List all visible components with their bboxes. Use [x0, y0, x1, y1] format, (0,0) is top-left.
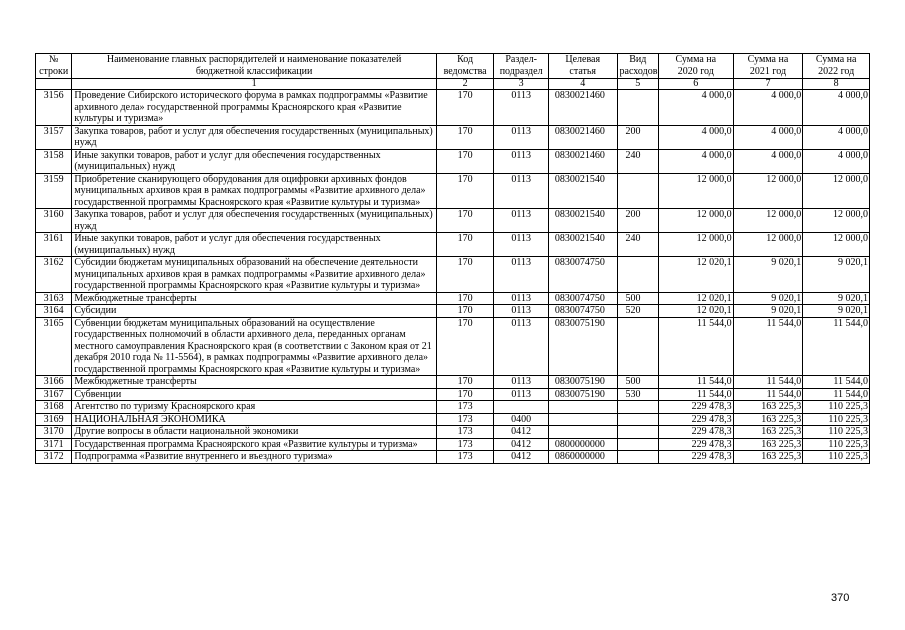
header-code: Код ведомства [436, 54, 494, 79]
header-type: Вид расходов [617, 54, 658, 79]
column-number: 7 [733, 79, 803, 90]
cell-row-number: 3167 [36, 388, 72, 401]
header-target: Целевая статья [548, 54, 617, 79]
cell-sum-2021: 163 225,3 [733, 438, 803, 451]
cell-sum-2020: 4 000,0 [658, 90, 733, 126]
table-row [36, 257, 870, 293]
cell-sum-2020: 12 000,0 [658, 233, 733, 257]
cell-department-code: 173 [436, 413, 494, 426]
cell-sum-2021: 12 000,0 [733, 209, 803, 233]
table-row [36, 376, 870, 389]
column-number: 8 [803, 79, 870, 90]
header-sum-2020: Сумма на 2020 год [658, 54, 733, 79]
cell-sum-2022: 9 020,1 [803, 292, 870, 305]
cell-target-article [548, 426, 617, 439]
cell-sum-2021: 163 225,3 [733, 426, 803, 439]
cell-name: Агентство по туризму Красноярского края [72, 401, 436, 414]
header-sum-2022: Сумма на 2022 год [803, 54, 870, 79]
cell-row-number: 3165 [36, 317, 72, 376]
table-row [36, 401, 870, 414]
cell-name: Иные закупки товаров, работ и услуг для обеспечения государственных (муниципальных) нужд [72, 233, 436, 257]
cell-target-article: 0830021540 [548, 233, 617, 257]
cell-sum-2021: 9 020,1 [733, 257, 803, 293]
cell-target-article: 0830074750 [548, 257, 617, 293]
cell-target-article [548, 401, 617, 414]
cell-sum-2021: 11 544,0 [733, 388, 803, 401]
cell-subsection: 0113 [494, 209, 549, 233]
cell-sum-2021: 4 000,0 [733, 125, 803, 149]
cell-department-code: 173 [436, 426, 494, 439]
cell-expense-type: 200 [617, 209, 658, 233]
cell-name: Подпрограмма «Развитие внутреннего и въездного туризма» [72, 451, 436, 464]
table-row [36, 388, 870, 401]
cell-sum-2022: 11 544,0 [803, 388, 870, 401]
cell-sum-2021: 11 544,0 [733, 376, 803, 389]
cell-department-code: 170 [436, 233, 494, 257]
column-number-row [36, 79, 870, 90]
column-number: 5 [617, 79, 658, 90]
cell-department-code: 170 [436, 149, 494, 173]
cell-subsection [494, 401, 549, 414]
column-number: 1 [72, 79, 436, 90]
header-sum-2021: Сумма на 2021 год [733, 54, 803, 79]
cell-expense-type [617, 317, 658, 376]
cell-sum-2021: 9 020,1 [733, 292, 803, 305]
cell-subsection: 0113 [494, 317, 549, 376]
cell-row-number: 3164 [36, 305, 72, 318]
cell-department-code: 173 [436, 451, 494, 464]
header-row [36, 54, 870, 79]
cell-expense-type: 500 [617, 376, 658, 389]
cell-target-article: 0800000000 [548, 438, 617, 451]
cell-department-code: 170 [436, 257, 494, 293]
cell-sum-2020: 229 478,3 [658, 438, 733, 451]
cell-expense-type: 500 [617, 292, 658, 305]
cell-expense-type [617, 173, 658, 209]
cell-name: Субсидии [72, 305, 436, 318]
cell-subsection: 0400 [494, 413, 549, 426]
cell-target-article: 0830021540 [548, 209, 617, 233]
cell-subsection: 0113 [494, 292, 549, 305]
cell-sum-2020: 229 478,3 [658, 426, 733, 439]
cell-subsection: 0412 [494, 426, 549, 439]
cell-expense-type [617, 413, 658, 426]
cell-sum-2022: 11 544,0 [803, 376, 870, 389]
cell-sum-2020: 11 544,0 [658, 376, 733, 389]
cell-expense-type: 240 [617, 233, 658, 257]
cell-expense-type [617, 451, 658, 464]
cell-name: Иные закупки товаров, работ и услуг для обеспечения государственных (муниципальных) нужд [72, 149, 436, 173]
column-number: 4 [548, 79, 617, 90]
table-row [36, 149, 870, 173]
cell-sum-2020: 4 000,0 [658, 149, 733, 173]
cell-row-number: 3170 [36, 426, 72, 439]
cell-subsection: 0113 [494, 233, 549, 257]
cell-department-code: 170 [436, 125, 494, 149]
cell-department-code: 170 [436, 292, 494, 305]
cell-sum-2021: 163 225,3 [733, 413, 803, 426]
cell-name: Межбюджетные трансферты [72, 376, 436, 389]
cell-name: Закупка товаров, работ и услуг для обеспечения государственных (муниципальных) нужд [72, 209, 436, 233]
cell-sum-2022: 11 544,0 [803, 317, 870, 376]
cell-expense-type [617, 438, 658, 451]
cell-sum-2021: 163 225,3 [733, 451, 803, 464]
cell-name: Проведение Сибирского исторического форума в рамках подпрограммы «Развитие архивного дела» государственной программы Красноярского края «Развитие культуры и туризма» [72, 90, 436, 126]
header-subsection: Раздел- подраздел [494, 54, 549, 79]
cell-target-article [548, 413, 617, 426]
column-number: 6 [658, 79, 733, 90]
cell-sum-2021: 4 000,0 [733, 90, 803, 126]
cell-sum-2020: 229 478,3 [658, 413, 733, 426]
cell-expense-type [617, 401, 658, 414]
cell-target-article: 0860000000 [548, 451, 617, 464]
table-row [36, 90, 870, 126]
cell-department-code: 170 [436, 376, 494, 389]
cell-row-number: 3172 [36, 451, 72, 464]
cell-row-number: 3160 [36, 209, 72, 233]
cell-expense-type: 530 [617, 388, 658, 401]
cell-row-number: 3162 [36, 257, 72, 293]
table-row [36, 305, 870, 318]
cell-sum-2022: 110 225,3 [803, 451, 870, 464]
cell-sum-2022: 9 020,1 [803, 257, 870, 293]
cell-sum-2021: 163 225,3 [733, 401, 803, 414]
column-number: 3 [494, 79, 549, 90]
cell-expense-type [617, 426, 658, 439]
cell-name: Приобретение сканирующего оборудования для оцифровки архивных фондов муниципальных архивов края в рамках подпрограммы «Развитие архивного дела» государственной программы Красноярского края «Развитие культуры и туризма» [72, 173, 436, 209]
cell-department-code: 170 [436, 317, 494, 376]
cell-target-article: 0830074750 [548, 305, 617, 318]
cell-subsection: 0113 [494, 90, 549, 126]
cell-name: Субвенции бюджетам муниципальных образований на осуществление государственных полномочий в области архивного дела, переданных органам местного самоуправления Красноярского края (в соответствии с Законом края от 21 декабря 2010 года № 11-5564), в рамках подпрограммы «Развитие архивного дела» государственной программы Красноярского края «Развитие культуры и туризма» [72, 317, 436, 376]
cell-target-article: 0830021460 [548, 149, 617, 173]
cell-subsection: 0113 [494, 388, 549, 401]
header-name: Наименование главных распорядителей и наименование показателей бюджетной классификации [72, 54, 436, 79]
cell-name: Государственная программа Красноярского края «Развитие культуры и туризма» [72, 438, 436, 451]
cell-sum-2022: 110 225,3 [803, 438, 870, 451]
cell-subsection: 0113 [494, 305, 549, 318]
cell-sum-2021: 4 000,0 [733, 149, 803, 173]
table-row [36, 209, 870, 233]
cell-department-code: 170 [436, 305, 494, 318]
cell-name: НАЦИОНАЛЬНАЯ ЭКОНОМИКА [72, 413, 436, 426]
table-body [36, 90, 870, 464]
cell-expense-type: 240 [617, 149, 658, 173]
cell-target-article: 0830021460 [548, 125, 617, 149]
cell-name: Другие вопросы в области национальной экономики [72, 426, 436, 439]
cell-expense-type [617, 257, 658, 293]
cell-row-number: 3159 [36, 173, 72, 209]
cell-subsection: 0113 [494, 125, 549, 149]
cell-row-number: 3157 [36, 125, 72, 149]
cell-sum-2020: 4 000,0 [658, 125, 733, 149]
table-row [36, 173, 870, 209]
cell-sum-2021: 12 000,0 [733, 233, 803, 257]
cell-sum-2021: 11 544,0 [733, 317, 803, 376]
cell-sum-2020: 229 478,3 [658, 401, 733, 414]
column-number [36, 79, 72, 90]
cell-name: Субвенции [72, 388, 436, 401]
cell-row-number: 3158 [36, 149, 72, 173]
cell-sum-2022: 4 000,0 [803, 149, 870, 173]
cell-sum-2020: 12 000,0 [658, 209, 733, 233]
cell-row-number: 3161 [36, 233, 72, 257]
cell-subsection: 0113 [494, 376, 549, 389]
cell-sum-2022: 110 225,3 [803, 426, 870, 439]
cell-sum-2020: 229 478,3 [658, 451, 733, 464]
table-row [36, 451, 870, 464]
cell-name: Субсидии бюджетам муниципальных образований на обеспечение деятельности муниципальных архивов края в рамках подпрограммы «Развитие архивного дела» государственной программы Красноярского края «Развитие культуры и туризма» [72, 257, 436, 293]
cell-target-article: 0830075190 [548, 388, 617, 401]
table-row [36, 413, 870, 426]
cell-target-article: 0830074750 [548, 292, 617, 305]
cell-department-code: 170 [436, 388, 494, 401]
cell-sum-2020: 11 544,0 [658, 317, 733, 376]
table-row [36, 233, 870, 257]
cell-sum-2020: 12 020,1 [658, 257, 733, 293]
cell-subsection: 0113 [494, 149, 549, 173]
cell-target-article: 0830021540 [548, 173, 617, 209]
budget-table [35, 53, 870, 464]
cell-sum-2021: 9 020,1 [733, 305, 803, 318]
cell-sum-2022: 12 000,0 [803, 173, 870, 209]
table-row [36, 292, 870, 305]
cell-sum-2020: 12 000,0 [658, 173, 733, 209]
cell-department-code: 170 [436, 90, 494, 126]
cell-sum-2021: 12 000,0 [733, 173, 803, 209]
cell-target-article: 0830021460 [548, 90, 617, 126]
header-num: № строки [36, 54, 72, 79]
cell-department-code: 170 [436, 209, 494, 233]
cell-expense-type: 200 [617, 125, 658, 149]
cell-target-article: 0830075190 [548, 376, 617, 389]
cell-sum-2020: 11 544,0 [658, 388, 733, 401]
cell-department-code: 170 [436, 173, 494, 209]
cell-sum-2022: 110 225,3 [803, 401, 870, 414]
cell-target-article: 0830075190 [548, 317, 617, 376]
table-row [36, 317, 870, 376]
column-number: 2 [436, 79, 494, 90]
cell-expense-type [617, 90, 658, 126]
cell-sum-2022: 12 000,0 [803, 233, 870, 257]
table-row [36, 426, 870, 439]
cell-row-number: 3166 [36, 376, 72, 389]
cell-department-code: 173 [436, 438, 494, 451]
cell-sum-2020: 12 020,1 [658, 305, 733, 318]
cell-sum-2022: 9 020,1 [803, 305, 870, 318]
cell-name: Закупка товаров, работ и услуг для обеспечения государственных (муниципальных) нужд [72, 125, 436, 149]
cell-expense-type: 520 [617, 305, 658, 318]
cell-row-number: 3168 [36, 401, 72, 414]
cell-subsection: 0412 [494, 451, 549, 464]
cell-name: Межбюджетные трансферты [72, 292, 436, 305]
cell-department-code: 173 [436, 401, 494, 414]
cell-subsection: 0113 [494, 173, 549, 209]
cell-sum-2020: 12 020,1 [658, 292, 733, 305]
page-number: 370 [831, 592, 850, 604]
cell-subsection: 0412 [494, 438, 549, 451]
cell-sum-2022: 4 000,0 [803, 125, 870, 149]
cell-subsection: 0113 [494, 257, 549, 293]
table-row [36, 125, 870, 149]
cell-row-number: 3156 [36, 90, 72, 126]
cell-row-number: 3171 [36, 438, 72, 451]
cell-sum-2022: 12 000,0 [803, 209, 870, 233]
table-row [36, 438, 870, 451]
cell-sum-2022: 4 000,0 [803, 90, 870, 126]
cell-row-number: 3169 [36, 413, 72, 426]
cell-row-number: 3163 [36, 292, 72, 305]
cell-sum-2022: 110 225,3 [803, 413, 870, 426]
